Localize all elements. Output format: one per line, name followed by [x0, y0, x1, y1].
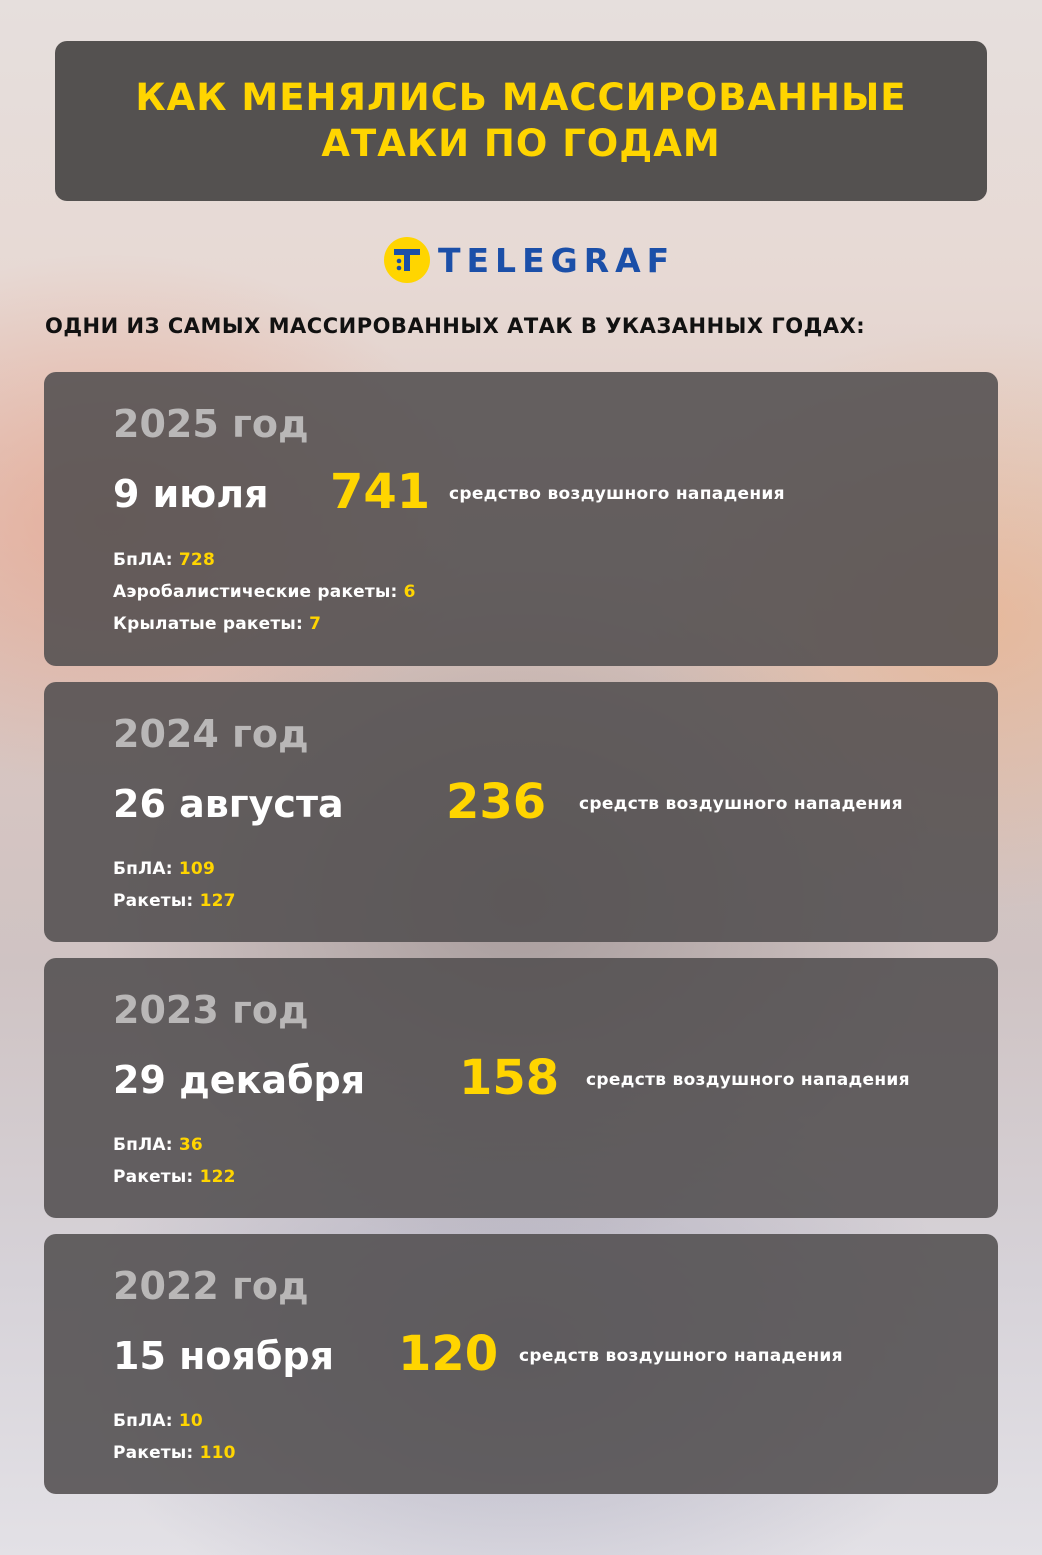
card-year: 2024 год: [113, 712, 309, 756]
card-count: 741: [330, 464, 431, 520]
title-line-1: КАК МЕНЯЛИСЬ МАССИРОВАННЫЕ: [135, 76, 907, 119]
stat-value: 122: [199, 1167, 236, 1187]
stat-row: [113, 859, 215, 879]
stat-label: БпЛА:: [113, 1411, 173, 1431]
logo-text: TELEGRAF: [438, 240, 676, 280]
stat-label: БпЛА:: [113, 859, 173, 879]
stat-label: Крылатые ракеты:: [113, 614, 303, 634]
stat-value: 127: [199, 891, 236, 911]
card-date: 9 июля: [113, 472, 269, 516]
subtitle: ОДНИ ИЗ САМЫХ МАССИРОВАННЫХ АТАК В УКАЗАННЫХ ГОДАХ:: [45, 314, 866, 338]
card-year: 2025 год: [113, 402, 309, 446]
card-date: 29 декабря: [113, 1058, 366, 1102]
card-count: 158: [459, 1050, 560, 1106]
card-count-label: средство воздушного нападения: [449, 484, 785, 504]
card-date: 15 ноября: [113, 1334, 335, 1378]
card-count: 120: [398, 1326, 499, 1382]
stat-label: Аэробалистические ракеты:: [113, 582, 398, 602]
stat-value: 6: [403, 582, 416, 602]
stat-row: [113, 1135, 203, 1155]
stat-label: БпЛА:: [113, 550, 173, 570]
stat-value: 7: [309, 614, 322, 634]
stat-value: 109: [178, 859, 215, 879]
year-card-2023: [44, 958, 998, 1218]
stat-value: 36: [178, 1135, 203, 1155]
stat-label: Ракеты:: [113, 891, 194, 911]
stat-value: 110: [199, 1443, 236, 1463]
stat-row: [113, 614, 321, 634]
card-year: 2022 год: [113, 1264, 309, 1308]
stat-value: 10: [178, 1411, 203, 1431]
card-count-label: средств воздушного нападения: [579, 794, 903, 814]
card-count: 236: [446, 774, 547, 830]
stat-label: БпЛА:: [113, 1135, 173, 1155]
card-count-label: средств воздушного нападения: [586, 1070, 910, 1090]
stat-row: [113, 891, 236, 911]
card-count-label: средств воздушного нападения: [519, 1346, 843, 1366]
telegraf-logo-icon: [384, 237, 430, 283]
title-line-2: АТАКИ ПО ГОДАМ: [321, 122, 721, 165]
stat-label: Ракеты:: [113, 1167, 194, 1187]
stat-row: [113, 550, 215, 570]
year-card-2025: [44, 372, 998, 666]
telegraf-logo: [384, 236, 675, 284]
stat-row: [113, 1443, 236, 1463]
card-date: 26 августа: [113, 782, 344, 826]
year-card-2024: [44, 682, 998, 942]
stat-value: 728: [178, 550, 215, 570]
year-card-2022: [44, 1234, 998, 1494]
stat-row: [113, 1167, 236, 1187]
stat-label: Ракеты:: [113, 1443, 194, 1463]
stat-row: [113, 582, 416, 602]
stat-row: [113, 1411, 203, 1431]
card-year: 2023 год: [113, 988, 309, 1032]
title-banner: [55, 41, 987, 201]
